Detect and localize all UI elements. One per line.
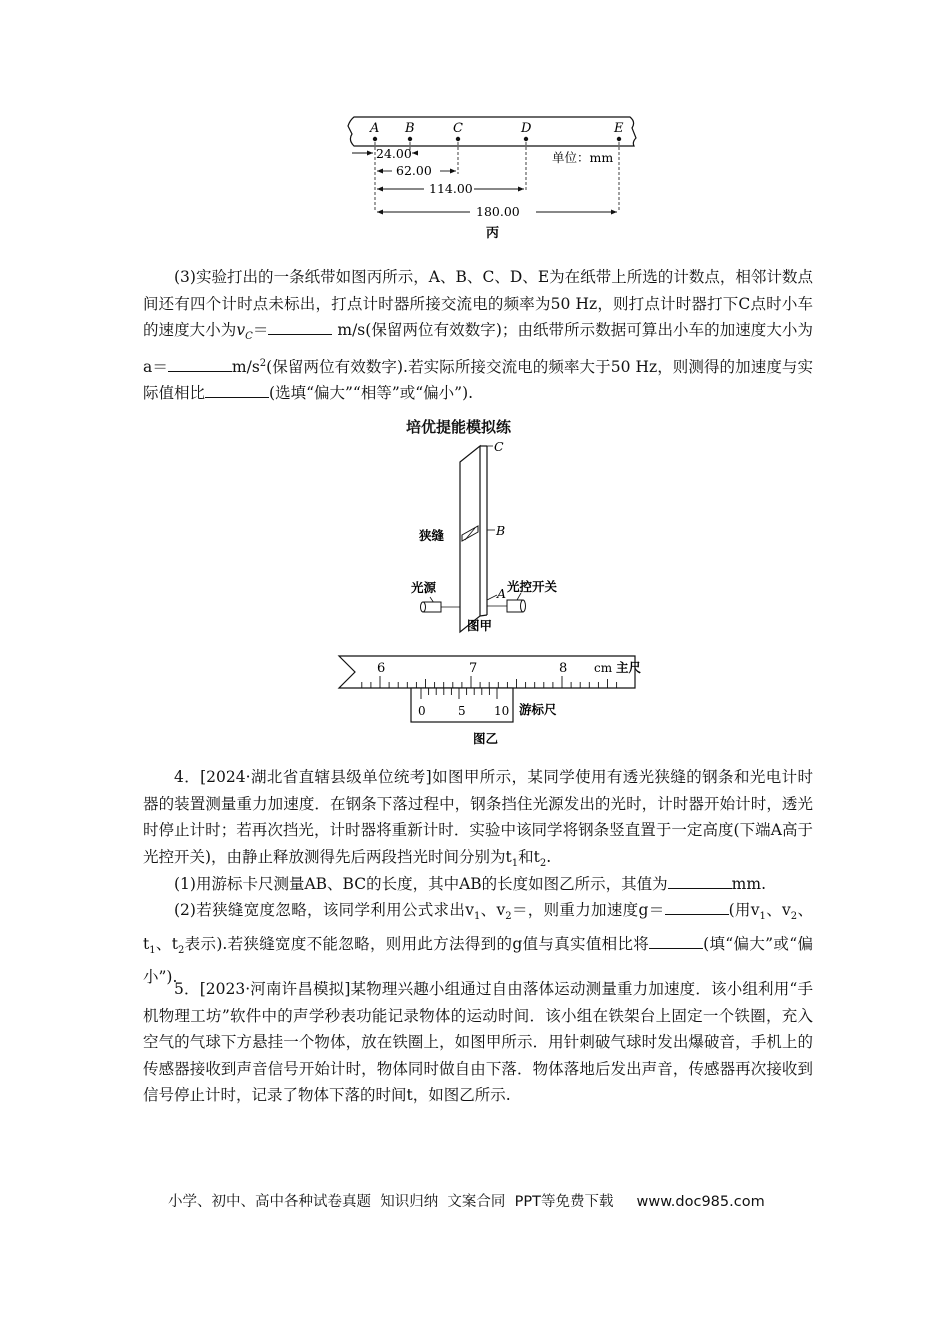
question-3 (143, 264, 813, 407)
main-num-7: 7 (469, 661, 478, 676)
label-b: B (496, 523, 506, 538)
q3-vc: v (236, 321, 246, 339)
q3-eq: ＝ (252, 321, 269, 339)
dot-c (456, 137, 460, 141)
point-label-c: C (453, 121, 463, 136)
vernier-num-10: 10 (494, 704, 510, 718)
q3-text-4: (保留两位有效数字).若实际所接交流电的频率大于50 Hz，则测得的加速度与实际值相比 (143, 357, 813, 403)
question-4-part-2: (2)若狭缝宽度忽略，该同学利用公式求出$v_1$、$v_2=$，则重力加速度g＝ (用$v_1$、$v_2$、$t_1$、$t_2$表示).若狭缝宽度不能忽略，则用此方法得到的g值与真实值相比将 (填“偏大”或“偏小”). (143, 901, 813, 987)
unit-label: 单位：mm (552, 150, 614, 165)
dim-ab: 24.00 (376, 146, 412, 161)
answer-blank-compare[interactable] (205, 383, 269, 398)
tape-figure (340, 112, 640, 244)
question-4 (143, 764, 813, 877)
question-4-part-1 (143, 871, 813, 898)
q4-head-end: . (546, 847, 552, 866)
q3-text-1: (3)实验打出的一条纸带如图丙所示，A、B、C、D、E为在纸带上所选的计数点，相邻计数点间还有四个计时点未标出，打点计时器所接交流电的频率为50 Hz，则打点计时器打下C点时小车的速度大小为 (143, 268, 813, 339)
q4-s2c: ＝，则重力加速度g＝ (511, 901, 665, 919)
figure-yi-caption: 图乙 (473, 731, 499, 746)
dot-e (617, 137, 621, 141)
main-scale-label: 主尺 (616, 660, 642, 675)
q4-sub-2: 2 (539, 857, 547, 869)
vernier-num-0: 0 (418, 704, 426, 718)
point-label-b: B (405, 121, 415, 136)
q4-sub-1: 1 (511, 857, 519, 869)
answer-blank-a[interactable] (168, 357, 232, 372)
cm-unit: cm (594, 661, 613, 675)
q4-s2b: 、v (480, 901, 506, 919)
answer-blank-vc[interactable] (268, 320, 332, 335)
point-label-a: A (370, 121, 380, 136)
figure-jia (405, 440, 585, 640)
dot-a (373, 137, 377, 141)
answer-blank-g[interactable] (665, 900, 729, 915)
q3-sup: 2 (259, 357, 267, 369)
vernier-label: 游标尺 (519, 702, 557, 717)
dim-ad: 114.00 (429, 181, 473, 196)
label-a: A (497, 586, 507, 601)
q3-vc-sub: C (245, 331, 253, 343)
footer-ad: 小学、初中、高中各种试卷真题 知识归纳 文案合同 PPT等免费下载 www.doc985.com (168, 1194, 765, 1210)
dot-b (408, 137, 412, 141)
main-num-8: 8 (559, 661, 568, 676)
q4-s2a: (2)若狭缝宽度忽略，该同学利用公式求出v (174, 901, 474, 919)
q4-s1: (1)用游标卡尺测量AB、BC的长度，其中AB的长度如图乙所示，其值为 (174, 875, 668, 893)
point-label-d: D (521, 121, 532, 136)
label-c: C (494, 440, 504, 454)
q4-s2i: (填“偏大”或“偏小”). (143, 934, 813, 987)
q4-head-mid: 和t (518, 847, 540, 866)
section-title: 培优提能模拟练 (406, 418, 512, 436)
q4-s2h: 表示).若狭缝宽度不能忽略，则用此方法得到的g值与真实值相比将 (184, 934, 650, 953)
point-label-e: E (614, 121, 624, 136)
dot-d (524, 137, 528, 141)
question-5 (143, 976, 813, 1109)
q5-text: 5．[2023·河南许昌模拟]某物理兴趣小组通过自由落体运动测量重力加速度．该小组利用“手机物理工坊”软件中的声学秒表功能记录物体的运动时间．该小组在铁架台上固定一个铁圈，充入空气的气球下方悬挂一个物体，放在铁圈上，如图甲所示．用针刺破气球时发出爆破音，手机上的传感器接收到声音信号开始计时，物体同时做自由下落．物体落地后发出声音，传感器再次接收到信号停止计时，记录了物体下落的时间t，如图乙所示. (143, 980, 813, 1104)
q3-text-3: m/s (231, 357, 260, 376)
dim-ac: 62.00 (396, 163, 432, 178)
slit-label: 狭缝 (419, 528, 445, 543)
vernier-num-5: 5 (458, 704, 466, 718)
light-source-label: 光源 (411, 580, 437, 595)
q4-s2d: (用v (728, 901, 760, 919)
q3-text-2: m/s(保留两位有效数字)；由纸带所示数据可算出小车的加速度大小为a＝ (143, 321, 813, 376)
switch-label: 光控开关 (507, 579, 558, 594)
answer-blank-g-compare[interactable] (649, 934, 703, 949)
q4-s2g: 、t (155, 934, 178, 953)
answer-blank-ab[interactable] (668, 874, 732, 889)
figure-yi (335, 652, 665, 748)
q4-s2e: 、v (765, 901, 791, 919)
q4-head: 4．[2024·湖北省直辖县级单位统考]如图甲所示，某同学使用有透光狭缝的钢条和光电计时器的装置测量重力加速度．在钢条下落过程中，钢条挡住光源发出的光时，计时器开始计时，透光时停止计时；若再次挡光，计时器将重新计时．实验中该同学将钢条竖直置于一定高度(下端A高于光控开关)，由静止释放测得先后两段挡光时间分别为t (143, 768, 813, 866)
q4-s1-end: mm. (731, 875, 766, 893)
q4-s2f: 、t (143, 901, 813, 953)
figure-caption: 丙 (486, 226, 500, 241)
dim-ae: 180.00 (476, 204, 520, 219)
q3-text-5: (选填“偏大”“相等”或“偏小”). (269, 384, 474, 403)
main-num-6: 6 (377, 661, 386, 676)
figure-jia-caption: 图甲 (467, 618, 493, 633)
